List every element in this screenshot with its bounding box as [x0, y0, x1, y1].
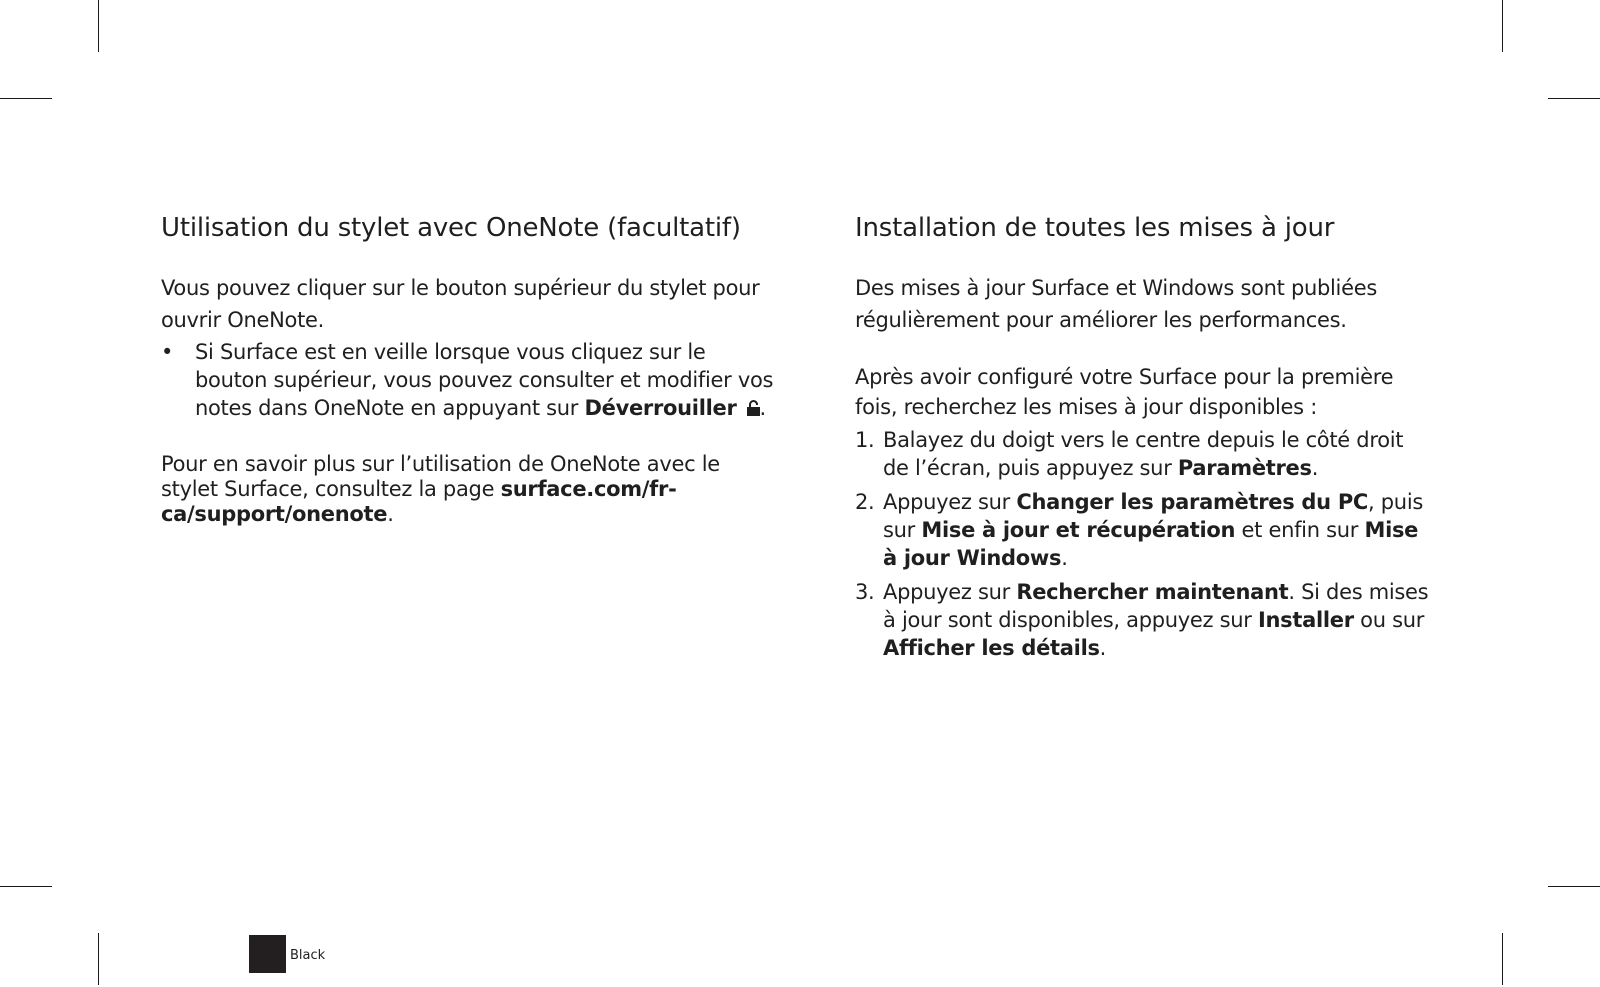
step-text: .: [1311, 455, 1319, 480]
crop-mark: [1548, 886, 1600, 887]
crop-mark: [1502, 933, 1503, 985]
step-number: 1.: [855, 427, 875, 452]
step-bold: Paramètres: [1177, 455, 1312, 480]
crop-mark: [1502, 0, 1503, 52]
step-number: 3.: [855, 579, 875, 604]
step-number: 2.: [855, 489, 875, 514]
list-item: [161, 338, 781, 422]
step-text: Appuyez sur: [883, 489, 1017, 514]
crop-mark: [0, 886, 52, 887]
step-bold: Mise à jour Windows: [883, 517, 1419, 570]
step-text: Appuyez sur: [883, 579, 1017, 604]
bullet-end: .: [759, 395, 766, 420]
list-item: [855, 426, 1435, 482]
section-heading-onenote: Utilisation du stylet avec OneNote (facultatif): [161, 213, 741, 243]
step-text: , puis sur: [883, 489, 1423, 542]
step-text: .: [1061, 545, 1068, 570]
step-bold: Rechercher maintenant: [1016, 579, 1289, 604]
intro-paragraph: Vous pouvez cliquer sur le bouton supérieur du stylet pour ouvrir OneNote.: [161, 275, 760, 332]
step-text: ou sur: [1353, 607, 1425, 632]
list-item: [855, 578, 1435, 662]
crop-mark: [0, 98, 52, 99]
right-column: [855, 212, 1435, 668]
color-swatch-label: Black: [290, 948, 326, 963]
more-info-text: Pour en savoir plus sur l’utilisation de OneNote avec le stylet Surface, consultez la page: [161, 451, 720, 501]
color-swatch: [249, 935, 286, 973]
step-text: . Si des mises à jour sont disponibles, appuyez sur: [883, 579, 1429, 632]
lock-icon: [747, 400, 760, 416]
bullet-marker: •: [161, 339, 174, 364]
crop-mark: [98, 933, 99, 985]
bullet-list: [161, 338, 781, 422]
steps-list: [855, 426, 1435, 662]
more-info-paragraph: [161, 452, 781, 527]
unlock-label: Déverrouiller: [584, 395, 737, 420]
section-heading-updates: Installation de toutes les mises à jour: [855, 213, 1335, 243]
support-link[interactable]: surface.com/fr-ca/support/onenote: [161, 476, 677, 526]
step-text: .: [1099, 635, 1107, 660]
step-bold: Installer: [1258, 607, 1354, 632]
more-info-end: .: [387, 501, 394, 526]
step-bold: Changer les paramètres du PC: [1016, 489, 1369, 514]
step-bold: Afficher les détails: [883, 635, 1100, 660]
step-text: et enfin sur: [1235, 517, 1365, 542]
step-bold: Mise à jour et récupération: [921, 517, 1236, 542]
crop-mark: [1548, 98, 1600, 99]
crop-mark: [98, 0, 99, 52]
list-item: [855, 488, 1435, 572]
left-column: [161, 212, 781, 527]
bullet-text: Si Surface est en veille lorsque vous cliquez sur le bouton supérieur, vous pouvez consulter et modifier vos notes dans OneNote en appuyant sur: [195, 339, 774, 420]
step-text: Balayez du doigt vers le centre depuis le côté droit de l’écran, puis appuyez sur: [883, 427, 1404, 480]
updates-lead-paragraph: Après avoir configuré votre Surface pour la première fois, recherchez les mises à jour disponibles :: [855, 364, 1394, 419]
updates-intro-paragraph: Des mises à jour Surface et Windows sont publiées régulièrement pour améliorer les performances.: [855, 275, 1377, 332]
